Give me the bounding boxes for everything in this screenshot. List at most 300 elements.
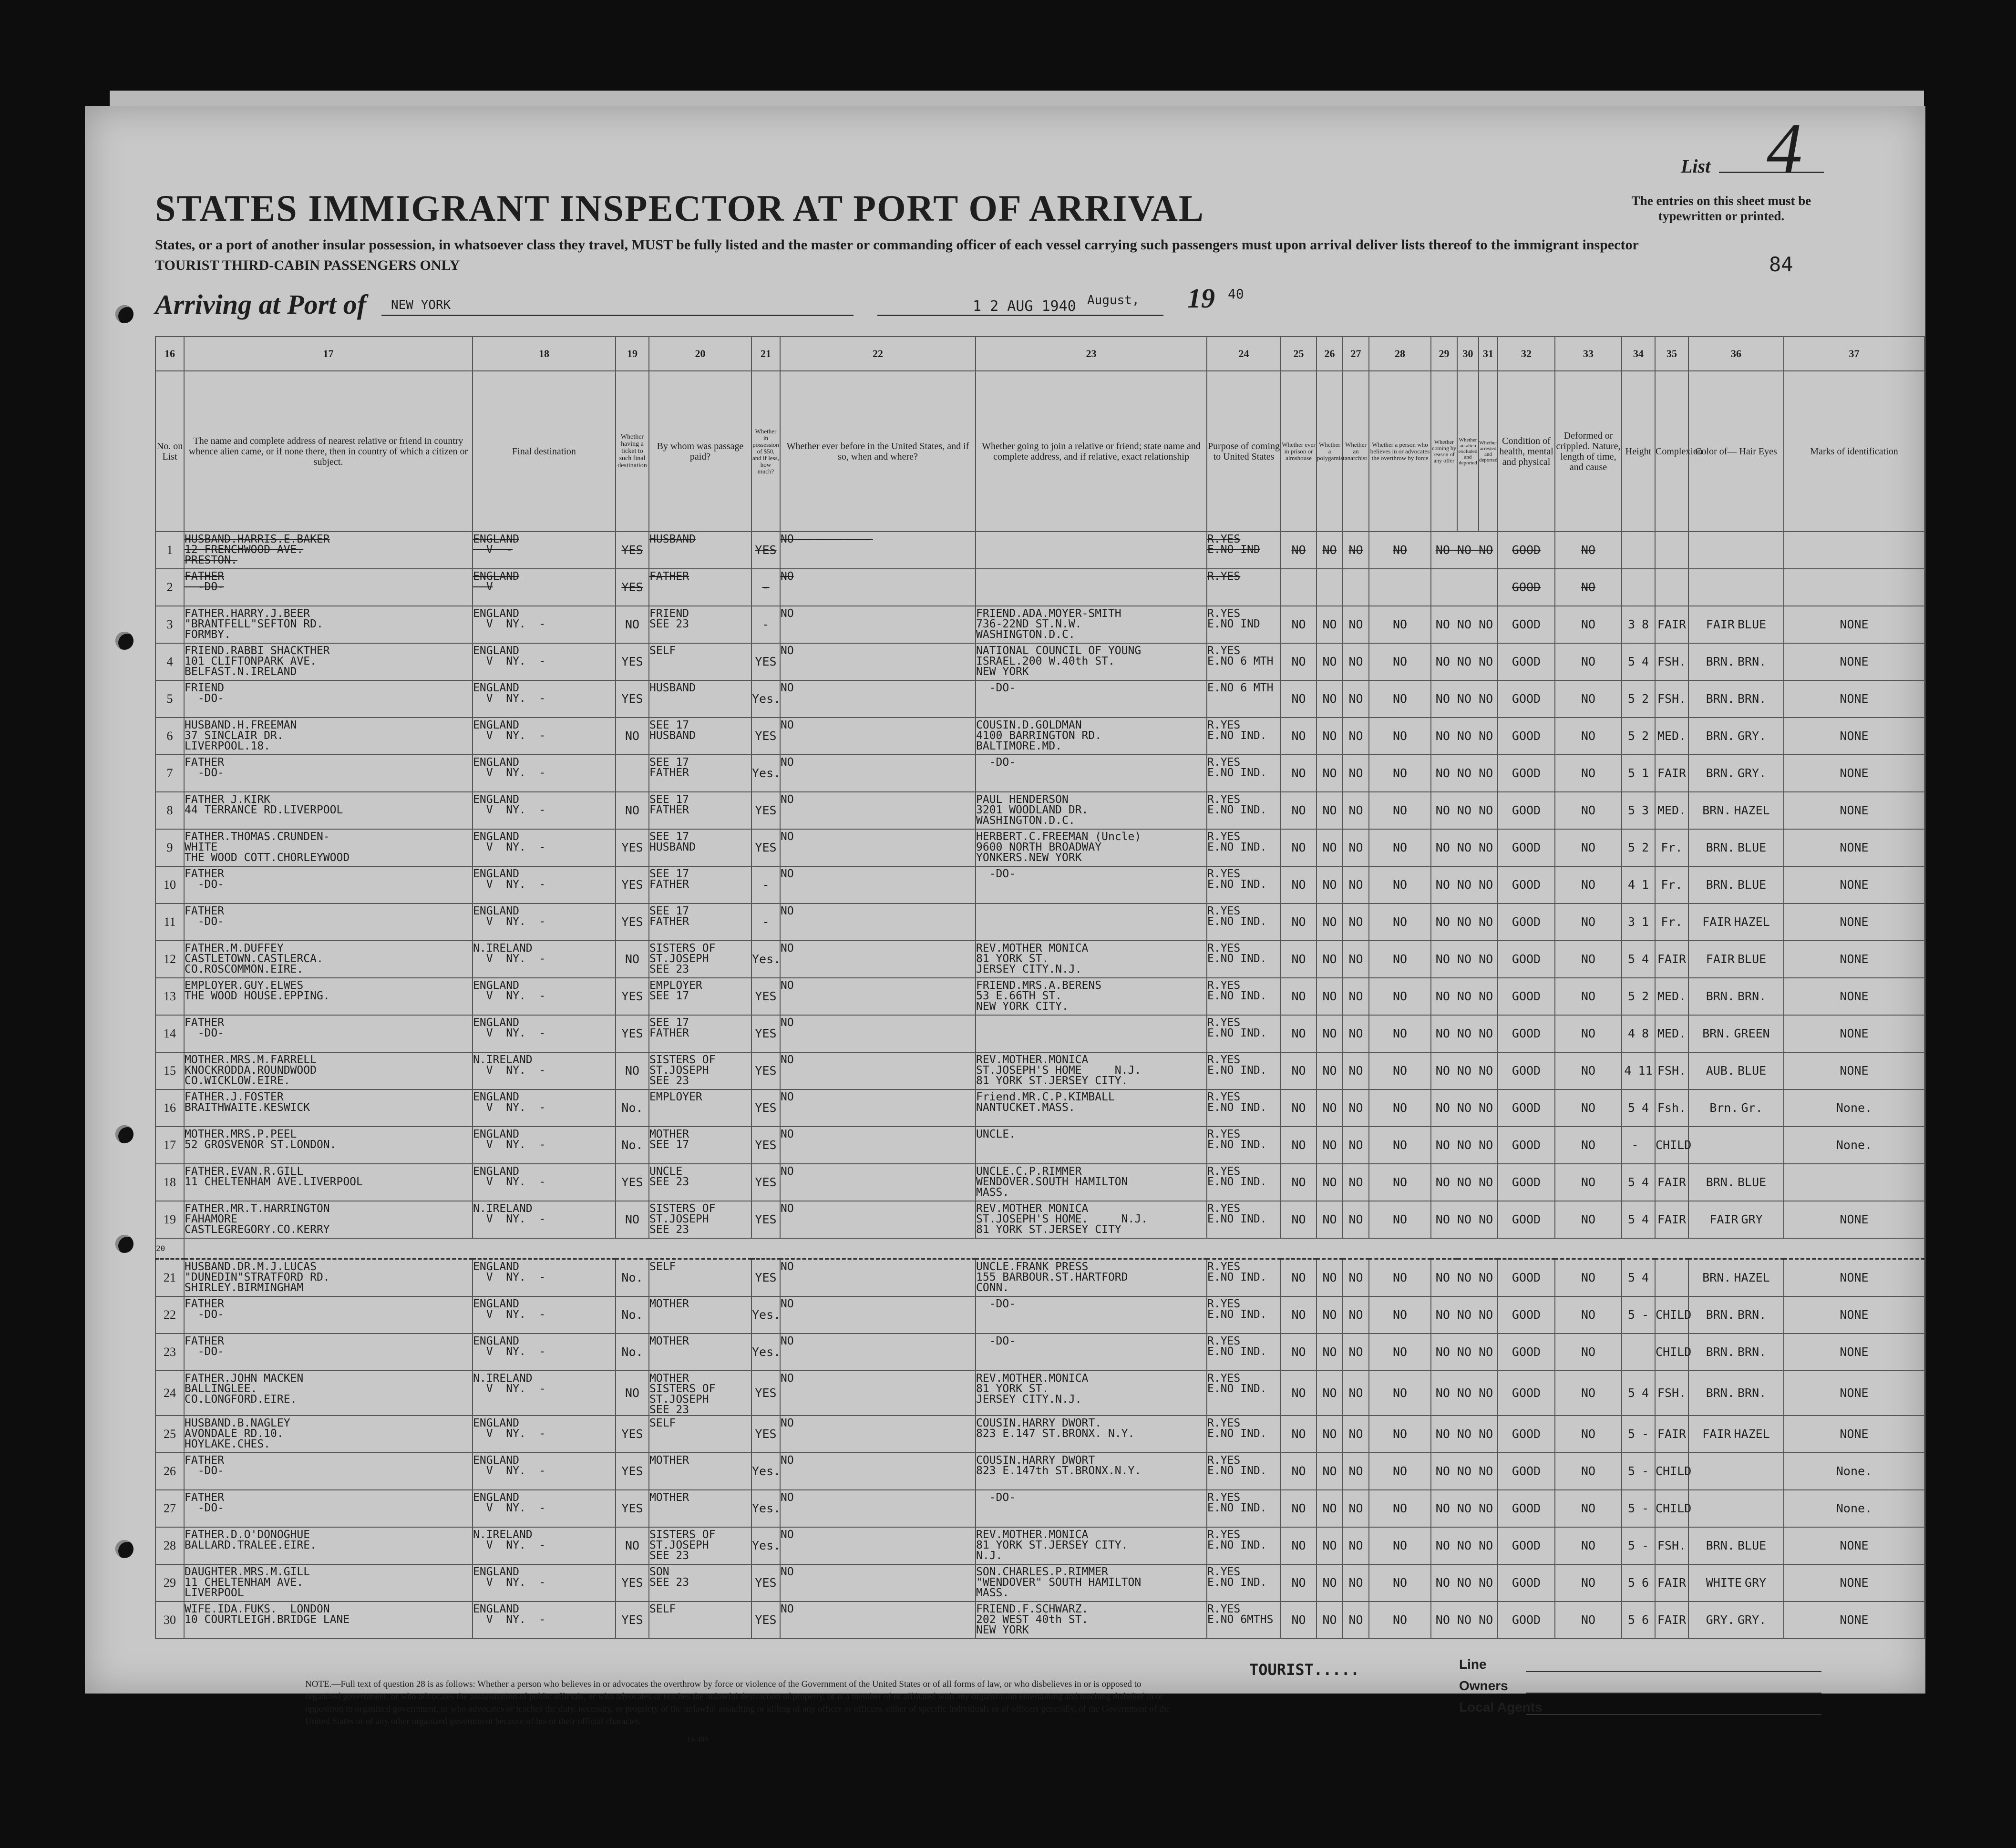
header-complexion: Complexion: [1655, 371, 1688, 532]
complexion-cell: CHILD: [1655, 1453, 1688, 1490]
deformed-cell: NO: [1555, 1052, 1622, 1089]
column-number: 32: [1498, 337, 1555, 371]
relative-address-cell: HUSBAND.DR.M.J.LUCAS "DUNEDIN"STRATFORD RD. SHIRLEY.BIRMINGHAM: [184, 1259, 473, 1296]
health-cell: GOOD: [1498, 792, 1555, 829]
eye-color: BLUE: [1738, 1175, 1767, 1189]
offer-cell: NO NO NO: [1431, 1052, 1498, 1089]
date-stamp: 1 2 AUG 1940: [973, 298, 1076, 315]
identification-marks-cell: NONE: [1784, 1296, 1924, 1334]
column-number: 35: [1655, 337, 1688, 371]
money-cell: YES: [751, 1602, 780, 1639]
column-number: 17: [184, 337, 473, 371]
anarchist-cell: NO: [1343, 1052, 1369, 1089]
row-number: 8: [155, 792, 184, 829]
table-row: [155, 978, 1924, 1015]
height-feet: 5: [1627, 1386, 1635, 1400]
table-row: [155, 1564, 1924, 1602]
arriving-label: Arriving at Port of: [155, 289, 367, 320]
offer-cell: NO NO NO: [1431, 1201, 1498, 1238]
ticket-cell: No.: [616, 1089, 649, 1127]
ticket-cell: NO: [616, 941, 649, 978]
anarchist-cell: NO: [1343, 1527, 1369, 1564]
destination-cell: ENGLAND V NY. -: [473, 755, 616, 792]
header-ticket: Whether having a ticket to such final destination: [616, 371, 649, 532]
destination-cell: N.IRELAND V NY. -: [473, 941, 616, 978]
height-feet: 5: [1627, 1271, 1635, 1284]
anarchist-cell: NO: [1343, 829, 1369, 866]
cancelled-row: [184, 1238, 1924, 1259]
prison-cell: NO: [1281, 1259, 1317, 1296]
polygamist-cell: NO: [1317, 606, 1343, 643]
line-rule: [1526, 1671, 1821, 1672]
previous-visit-cell: NO: [780, 1015, 976, 1052]
destination-cell: ENGLAND V NY. -: [473, 978, 616, 1015]
prison-cell: NO: [1281, 1201, 1317, 1238]
height-inches: 4: [1642, 1101, 1649, 1115]
joining-cell: -DO-: [976, 1490, 1207, 1527]
row-number: 6: [155, 718, 184, 755]
height-cell: [1622, 1416, 1655, 1453]
anarchist-cell: NO: [1343, 941, 1369, 978]
polygamist-cell: NO: [1317, 1490, 1343, 1527]
height-cell: [1622, 1052, 1655, 1089]
deformed-cell: NO: [1555, 1296, 1622, 1334]
eye-color: BRN.: [1738, 989, 1767, 1003]
complexion-cell: MED.: [1655, 1015, 1688, 1052]
destination-cell: ENGLAND V NY. -: [473, 1015, 616, 1052]
row-number: 30: [155, 1602, 184, 1639]
health-cell: GOOD: [1498, 941, 1555, 978]
health-cell: GOOD: [1498, 1416, 1555, 1453]
height-feet: 5: [1627, 1175, 1635, 1189]
deformed-cell: NO: [1555, 903, 1622, 941]
eye-color: BLUE: [1738, 1064, 1767, 1078]
row-number: 22: [155, 1296, 184, 1334]
column-number: 31: [1479, 337, 1498, 371]
hair-eye-color-cell: [1688, 1201, 1784, 1238]
health-cell: GOOD: [1498, 1052, 1555, 1089]
polygamist-cell: NO: [1317, 829, 1343, 866]
row-number: 24: [155, 1371, 184, 1416]
identification-marks-cell: NONE: [1784, 718, 1924, 755]
header-anarchist: Whether an anarchist: [1343, 371, 1369, 532]
height-inches: 2: [1642, 841, 1649, 854]
complexion-cell: FAIR: [1655, 1602, 1688, 1639]
destination-cell: ENGLAND V NY. -: [473, 866, 616, 903]
complexion-cell: Fsh.: [1655, 1089, 1688, 1127]
height-feet: 5: [1627, 1501, 1635, 1515]
ticket-cell: YES: [616, 978, 649, 1015]
passage-paid-cell: SEE 17 FATHER: [649, 792, 751, 829]
destination-cell: ENGLAND V -: [473, 532, 616, 569]
column-number: 19: [616, 337, 649, 371]
anarchist-cell: NO: [1343, 1296, 1369, 1334]
hair-eye-color-cell: [1688, 1259, 1784, 1296]
joining-cell: REV.MOTHER.MONICA 81 YORK ST.JERSEY CITY. N.J.: [976, 1527, 1207, 1564]
relative-address-cell: FRIEND.RABBI SHACKTHER 101 CLIFTONPARK AVE. BELFAST.N.IRELAND: [184, 643, 473, 680]
ticket-cell: NO: [616, 1527, 649, 1564]
money-cell: YES: [751, 1015, 780, 1052]
relative-address-cell: FATHER.MR.T.HARRINGTON FAHAMORE CASTLEGREGORY.CO.KERRY: [184, 1201, 473, 1238]
prison-cell: NO: [1281, 1490, 1317, 1527]
header-height: Height: [1622, 371, 1655, 532]
complexion-cell: FAIR: [1655, 755, 1688, 792]
header-offer: Whether coming by reason of any offer: [1431, 371, 1457, 532]
identification-marks-cell: NONE: [1784, 643, 1924, 680]
complexion-cell: FSH.: [1655, 1527, 1688, 1564]
hair-eye-color-cell: [1688, 1371, 1784, 1416]
health-cell: GOOD: [1498, 1164, 1555, 1201]
joining-cell: Friend.MR.C.P.KIMBALL NANTUCKET.MASS.: [976, 1089, 1207, 1127]
table-row: [155, 1127, 1924, 1164]
purpose-cell: R.YES E.NO 6MTHS: [1207, 1602, 1281, 1639]
height-feet: 5: [1627, 766, 1635, 780]
ticket-cell: YES: [616, 569, 649, 606]
deformed-cell: NO: [1555, 1164, 1622, 1201]
hair-eye-color-cell: [1688, 792, 1784, 829]
hair-color: BRN.: [1702, 1271, 1731, 1284]
previous-visit-cell: NO: [780, 1201, 976, 1238]
ticket-cell: YES: [616, 829, 649, 866]
header-overthrow: Whether a person who believes in or advocates the overthrow by force: [1369, 371, 1431, 532]
table-row: [155, 1490, 1924, 1527]
relative-address-cell: FATHER.THOMAS.CRUNDEN- WHITE THE WOOD COTT.CHORLEYWOOD: [184, 829, 473, 866]
offer-cell: NO NO NO: [1431, 829, 1498, 866]
punch-hole: [115, 305, 134, 323]
health-cell: GOOD: [1498, 1259, 1555, 1296]
previous-visit-cell: NO: [780, 1453, 976, 1490]
row-number: 5: [155, 680, 184, 718]
identification-marks-cell: [1784, 569, 1924, 606]
eye-color: BRN.: [1738, 655, 1767, 668]
purpose-cell: R.YES E.NO IND.: [1207, 829, 1281, 866]
relative-address-cell: DAUGHTER.MRS.M.GILL 11 CHELTENHAM AVE. LIVERPOOL: [184, 1564, 473, 1602]
height-inches: 1: [1642, 766, 1649, 780]
destination-cell: N.IRELAND V NY. -: [473, 1371, 616, 1416]
deformed-cell: NO: [1555, 1602, 1622, 1639]
height-feet: 5: [1627, 1101, 1635, 1115]
polygamist-cell: NO: [1317, 680, 1343, 718]
purpose-cell: R.YES E.NO IND.: [1207, 1371, 1281, 1416]
health-cell: GOOD: [1498, 1127, 1555, 1164]
owners-rule: [1526, 1693, 1821, 1694]
hair-eye-color-cell: [1688, 829, 1784, 866]
row-number: 7: [155, 755, 184, 792]
identification-marks-cell: NONE: [1784, 1564, 1924, 1602]
purpose-cell: R.YES E.NO IND.: [1207, 866, 1281, 903]
complexion-cell: Fr.: [1655, 829, 1688, 866]
header-excluded: Whether an alien excluded and deported: [1457, 371, 1479, 532]
table-row: [155, 1371, 1924, 1416]
column-number: 23: [976, 337, 1207, 371]
height-feet: 5: [1627, 989, 1635, 1003]
offer-cell: NO NO NO: [1431, 755, 1498, 792]
prison-cell: NO: [1281, 1127, 1317, 1164]
money-cell: YES: [751, 532, 780, 569]
offer-cell: NO NO NO: [1431, 941, 1498, 978]
height-feet: 4: [1627, 878, 1635, 892]
height-feet: -: [1631, 1138, 1639, 1152]
eye-color: GRY.: [1738, 1613, 1767, 1627]
relative-address-cell: EMPLOYER.GUY.ELWES THE WOOD HOUSE.EPPING.: [184, 978, 473, 1015]
complexion-cell: Fr.: [1655, 903, 1688, 941]
ticket-cell: YES: [616, 866, 649, 903]
offer-cell: NO NO NO: [1431, 718, 1498, 755]
port-value: NEW YORK: [391, 298, 451, 312]
height-inches: 2: [1642, 729, 1649, 743]
deformed-cell: NO: [1555, 1527, 1622, 1564]
height-cell: [1622, 1334, 1655, 1371]
money-cell: -: [751, 569, 780, 606]
height-cell: [1622, 1602, 1655, 1639]
identification-marks-cell: NONE: [1784, 606, 1924, 643]
destination-cell: ENGLAND V: [473, 569, 616, 606]
header-list-number: No. on List: [155, 371, 184, 532]
ticket-cell: NO: [616, 792, 649, 829]
manifest-rows: [155, 532, 1924, 1639]
relative-address-cell: FATHER -DO-: [184, 569, 473, 606]
anarchist-cell: NO: [1343, 1490, 1369, 1527]
hair-eye-color-cell: [1688, 1334, 1784, 1371]
hair-color: FAIR: [1706, 617, 1735, 631]
passage-paid-cell: SISTERS OF ST.JOSEPH SEE 23: [649, 1201, 751, 1238]
height-cell: [1622, 606, 1655, 643]
passage-paid-cell: SEE 17 FATHER: [649, 755, 751, 792]
money-cell: YES: [751, 1052, 780, 1089]
deformed-cell: NO: [1555, 941, 1622, 978]
prison-cell: NO: [1281, 718, 1317, 755]
ticket-cell: YES: [616, 1164, 649, 1201]
header-joining-relative: Whether going to join a relative or friend; state name and complete address, and if relative, exact relationship: [976, 371, 1207, 532]
polygamist-cell: [1317, 569, 1343, 606]
hair-color: BRN.: [1706, 1308, 1735, 1322]
previous-visit-cell: NO: [780, 1127, 976, 1164]
height-cell: [1622, 569, 1655, 606]
identification-marks-cell: [1784, 1164, 1924, 1201]
money-cell: YES: [751, 1416, 780, 1453]
relative-address-cell: WIFE.IDA.FUKS. LONDON 10 COURTLEIGH.BRIDGE LANE: [184, 1602, 473, 1639]
offer-cell: NO NO NO: [1431, 1334, 1498, 1371]
previous-visit-cell: NO: [780, 792, 976, 829]
header-nearest-relative: The name and complete address of nearest relative or friend in country whence alien came, or if none there, then in country of which a citizen or subject.: [184, 371, 473, 532]
punch-hole: [115, 632, 134, 650]
money-cell: YES: [751, 718, 780, 755]
anarchist-cell: NO: [1343, 1164, 1369, 1201]
previous-visit-cell: NO: [780, 978, 976, 1015]
prison-cell: NO: [1281, 829, 1317, 866]
height-cell: [1622, 866, 1655, 903]
page-title: STATES IMMIGRANT INSPECTOR AT PORT OF ARRIVAL: [155, 187, 1204, 229]
ticket-cell: [616, 755, 649, 792]
height-inches: -: [1642, 1464, 1649, 1478]
purpose-cell: R.YES E.NO IND.: [1207, 1164, 1281, 1201]
polygamist-cell: NO: [1317, 1164, 1343, 1201]
overthrow-cell: NO: [1369, 829, 1431, 866]
relative-address-cell: FATHER -DO-: [184, 755, 473, 792]
eye-color: HAZEL: [1734, 803, 1770, 817]
table-row: [155, 606, 1924, 643]
identification-marks-cell: NONE: [1784, 903, 1924, 941]
prison-cell: NO: [1281, 1602, 1317, 1639]
table-row: [155, 1602, 1924, 1639]
money-cell: YES: [751, 1564, 780, 1602]
purpose-cell: R.YES E.NO IND.: [1207, 1127, 1281, 1164]
overthrow-cell: NO: [1369, 866, 1431, 903]
hair-color: AUB.: [1706, 1064, 1735, 1078]
prison-cell: NO: [1281, 1527, 1317, 1564]
ticket-cell: YES: [616, 643, 649, 680]
height-feet: 5: [1627, 841, 1635, 854]
money-cell: YES: [751, 1371, 780, 1416]
polygamist-cell: NO: [1317, 1127, 1343, 1164]
header-marks: Marks of identification: [1784, 371, 1924, 532]
joining-cell: -DO-: [976, 1296, 1207, 1334]
previous-visit-cell: NO: [780, 1296, 976, 1334]
offer-cell: NO NO NO: [1431, 643, 1498, 680]
polygamist-cell: NO: [1317, 792, 1343, 829]
relative-address-cell: FATHER -DO-: [184, 1453, 473, 1490]
eye-color: BRN.: [1738, 1308, 1767, 1322]
identification-marks-cell: NONE: [1784, 866, 1924, 903]
height-cell: [1622, 941, 1655, 978]
height-feet: 5: [1627, 1613, 1635, 1627]
ticket-cell: YES: [616, 1564, 649, 1602]
previous-visit-cell: NO: [780, 1416, 976, 1453]
height-cell: [1622, 643, 1655, 680]
height-cell: [1622, 829, 1655, 866]
height-cell: [1622, 903, 1655, 941]
passage-paid-cell: SEE 17 FATHER: [649, 903, 751, 941]
destination-cell: ENGLAND V NY. -: [473, 903, 616, 941]
joining-cell: -DO-: [976, 680, 1207, 718]
complexion-cell: MED.: [1655, 718, 1688, 755]
overthrow-cell: NO: [1369, 680, 1431, 718]
identification-marks-cell: NONE: [1784, 755, 1924, 792]
complexion-cell: FAIR: [1655, 1564, 1688, 1602]
identification-marks-cell: NONE: [1784, 1416, 1924, 1453]
overthrow-cell: NO: [1369, 978, 1431, 1015]
joining-cell: [976, 1015, 1207, 1052]
money-cell: Yes.: [751, 1453, 780, 1490]
offer-cell: NO NO NO: [1431, 792, 1498, 829]
height-feet: 5: [1627, 655, 1635, 668]
height-inches: 2: [1642, 989, 1649, 1003]
eye-color: BLUE: [1738, 952, 1767, 966]
passage-paid-cell: SISTERS OF ST.JOSEPH SEE 23: [649, 941, 751, 978]
ticket-cell: No.: [616, 1127, 649, 1164]
relative-address-cell: FATHER -DO-: [184, 1334, 473, 1371]
money-cell: -: [751, 903, 780, 941]
polygamist-cell: NO: [1317, 1201, 1343, 1238]
eye-color: GRY: [1741, 1212, 1763, 1226]
identification-marks-cell: NONE: [1784, 1015, 1924, 1052]
passage-paid-cell: SISTERS OF ST.JOSEPH SEE 23: [649, 1527, 751, 1564]
table-row: [155, 569, 1924, 606]
tourist-class-label: TOURIST.....: [1249, 1661, 1360, 1679]
previous-visit-cell: NO - - -: [780, 532, 976, 569]
identification-marks-cell: NONE: [1784, 680, 1924, 718]
overthrow-cell: NO: [1369, 792, 1431, 829]
polygamist-cell: NO: [1317, 1334, 1343, 1371]
anarchist-cell: NO: [1343, 1371, 1369, 1416]
offer-cell: NO NO NO: [1431, 1089, 1498, 1127]
header-fifty-dollars: Whether in possession of $50, and if less, how much?: [751, 371, 780, 532]
prison-cell: NO: [1281, 978, 1317, 1015]
relative-address-cell: FATHER J.KIRK 44 TERRANCE RD.LIVERPOOL: [184, 792, 473, 829]
anarchist-cell: NO: [1343, 680, 1369, 718]
prison-cell: NO: [1281, 1334, 1317, 1371]
table-row: [155, 1052, 1924, 1089]
prison-cell: NO: [1281, 755, 1317, 792]
money-cell: YES: [751, 1127, 780, 1164]
passage-paid-cell: EMPLOYER SEE 17: [649, 978, 751, 1015]
hair-eye-color-cell: [1688, 1127, 1784, 1164]
eye-color: GRY: [1745, 1576, 1767, 1590]
offer-cell: [1431, 569, 1498, 606]
health-cell: GOOD: [1498, 1453, 1555, 1490]
polygamist-cell: NO: [1317, 532, 1343, 569]
anarchist-cell: NO: [1343, 1259, 1369, 1296]
deformed-cell: NO: [1555, 532, 1622, 569]
destination-cell: ENGLAND V NY. -: [473, 680, 616, 718]
hair-eye-color-cell: [1688, 1490, 1784, 1527]
passage-paid-cell: FRIEND SEE 23: [649, 606, 751, 643]
date-underline: [877, 315, 1163, 316]
money-cell: YES: [751, 1259, 780, 1296]
typewritten-notice: The entries on this sheet must be typewritten or printed.: [1631, 194, 1811, 223]
passage-paid-cell: MOTHER SEE 17: [649, 1127, 751, 1164]
identification-marks-cell: NONE: [1784, 792, 1924, 829]
relative-address-cell: FATHER -DO-: [184, 1015, 473, 1052]
table-row: [155, 532, 1924, 569]
identification-marks-cell: [1784, 532, 1924, 569]
health-cell: GOOD: [1498, 829, 1555, 866]
previous-visit-cell: NO: [780, 1564, 976, 1602]
previous-visit-cell: NO: [780, 1164, 976, 1201]
hair-eye-color-cell: [1688, 606, 1784, 643]
destination-cell: ENGLAND V NY. -: [473, 1602, 616, 1639]
eye-color: GRY.: [1738, 729, 1767, 743]
column-number-row: [155, 337, 1924, 371]
table-row: [155, 1015, 1924, 1052]
height-inches: -: [1642, 1539, 1649, 1552]
overthrow-cell: NO: [1369, 1371, 1431, 1416]
row-number: 11: [155, 903, 184, 941]
hair-eye-color-cell: [1688, 1052, 1784, 1089]
row-number: 18: [155, 1164, 184, 1201]
purpose-cell: R.YES E.NO IND.: [1207, 978, 1281, 1015]
agents-rule: [1526, 1714, 1821, 1715]
relative-address-cell: FATHER.HARRY.J.BEER "BRANTFELL"SEFTON RD. FORMBY.: [184, 606, 473, 643]
previous-visit-cell: NO: [780, 1602, 976, 1639]
relative-address-cell: FATHER.EVAN.R.GILL 11 CHELTENHAM AVE.LIVERPOOL: [184, 1164, 473, 1201]
column-number: 25: [1281, 337, 1317, 371]
health-cell: GOOD: [1498, 755, 1555, 792]
money-cell: YES: [751, 1201, 780, 1238]
identification-marks-cell: NONE: [1784, 1334, 1924, 1371]
joining-cell: PAUL HENDERSON 3201 WOODLAND DR. WASHINGTON.D.C.: [976, 792, 1207, 829]
table-row: [155, 1164, 1924, 1201]
prison-cell: NO: [1281, 1015, 1317, 1052]
hair-eye-color-cell: [1688, 1089, 1784, 1127]
header-deformed: Deformed or crippled. Nature, length of time, and cause: [1555, 371, 1622, 532]
health-cell: GOOD: [1498, 680, 1555, 718]
passage-paid-cell: SELF: [649, 1259, 751, 1296]
header-purpose: Purpose of coming to United States: [1207, 371, 1281, 532]
complexion-cell: Fr.: [1655, 866, 1688, 903]
height-cell: [1622, 1201, 1655, 1238]
joining-cell: UNCLE.C.P.RIMMER WENDOVER.SOUTH HAMILTON MASS.: [976, 1164, 1207, 1201]
